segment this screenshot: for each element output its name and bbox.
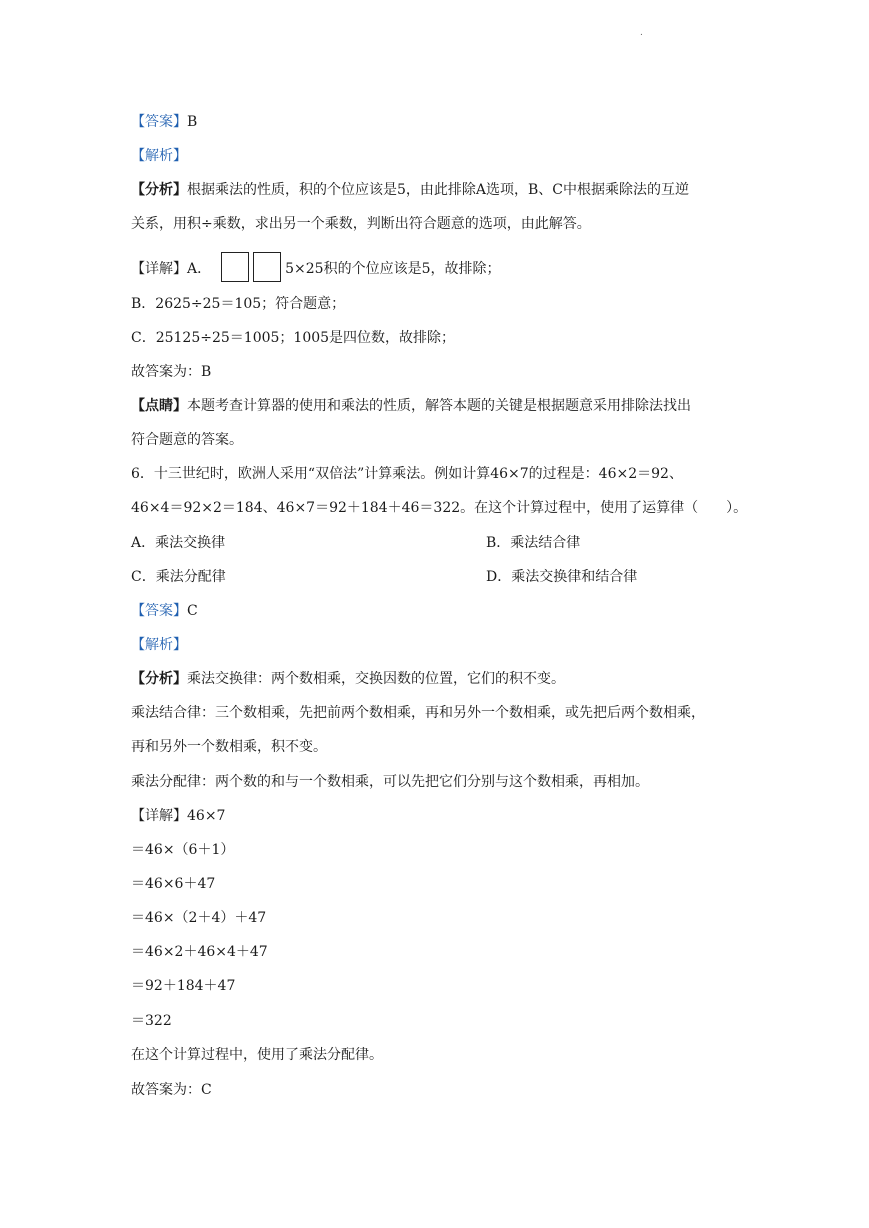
q6-answer-line	[131, 601, 198, 621]
q6-law2-line1: 乘法结合律：三个数相乘，先把前两个数相乘，再和另外一个数相乘，或先把后两个数相乘，	[131, 705, 705, 721]
answer-value: C	[187, 603, 198, 619]
blank-boxes	[221, 254, 285, 284]
q6-conclusion: 在这个计算过程中，使用了乘法分配律。	[131, 1047, 383, 1063]
q6-step: ＝46×6＋47	[131, 876, 216, 892]
answer-value: B	[187, 114, 198, 130]
q6-stem-line2: 46×4＝92×2＝184、46×7＝92＋184＋46＝322。在这个计算过程中，使用了运算律（ ）。	[131, 500, 748, 516]
fenxi-label: 【分析】	[131, 671, 187, 687]
analysis-label: 【解析】	[131, 637, 187, 653]
xiangjie-suffix: 5×25积的个位应该是5，故排除；	[285, 261, 501, 277]
q5-fenxi-line2: 关系，用积÷乘数，求出另一个乘数，判断出符合题意的选项，由此解答。	[131, 216, 591, 232]
q5-line-c: C．25125÷25＝1005；1005是四位数，故排除；	[131, 330, 456, 346]
q6-analysis-line	[131, 635, 187, 655]
xiangjie-prefix: A．	[187, 261, 212, 277]
q6-law3: 乘法分配律：两个数的和与一个数相乘，可以先把它们分别与这个数相乘，再相加。	[131, 774, 649, 790]
answer-label: 【答案】	[131, 603, 187, 619]
fenxi-text: 乘法交换律：两个数相乘，交换因数的位置，它们的积不变。	[187, 671, 565, 687]
q5-answer-line	[131, 112, 197, 132]
q5-final: 故答案为：B	[131, 364, 212, 380]
fenxi-label: 【分析】	[131, 182, 187, 198]
q6-step: ＝46×（2＋4）＋47	[131, 910, 267, 926]
option-text: 乘法结合律	[510, 535, 581, 551]
q5-analysis-line	[131, 146, 187, 166]
q6-fenxi-line1	[131, 669, 565, 689]
q6-final: 故答案为：C	[131, 1082, 212, 1098]
option-text: 乘法交换律	[155, 535, 226, 551]
q6-law2-line2: 再和另外一个数相乘，积不变。	[131, 739, 327, 755]
q6-step: ＝92＋184＋47	[131, 978, 236, 994]
option-text: 乘法交换律和结合律	[511, 569, 638, 585]
option-a	[131, 533, 225, 553]
step-text: 46×7	[187, 808, 226, 824]
option-b	[486, 533, 580, 553]
header-mark: .	[640, 28, 643, 38]
q5-xiangjie-line	[131, 254, 501, 277]
option-d	[486, 567, 637, 587]
q5-line-b: B．2625÷25＝105；符合题意；	[131, 296, 346, 312]
q6-step: ＝46×2＋46×4＋47	[131, 944, 268, 960]
fenxi-text: 根据乘法的性质，积的个位应该是5，由此排除A选项，B、C中根据乘除法的互逆	[187, 182, 690, 198]
q6-stem-line1: 6．十三世纪时，欧洲人采用“双倍法”计算乘法。例如计算46×7的过程是：46×2＝92、	[131, 466, 683, 482]
answer-label: 【答案】	[131, 114, 187, 130]
blank-box-2	[253, 252, 281, 282]
option-text: 乘法分配律	[155, 569, 226, 585]
option-label: A．	[131, 535, 156, 551]
dianjing-label: 【点睛】	[131, 398, 187, 414]
blank-box-1	[221, 252, 249, 282]
q6-step: ＝322	[131, 1013, 172, 1029]
dianjing-text: 本题考查计算器的使用和乘法的性质，解答本题的关键是根据题意采用排除法找出	[187, 398, 691, 414]
xiangjie-label: 【详解】	[131, 261, 187, 277]
q6-xiangjie-line	[131, 806, 225, 826]
option-c	[131, 567, 226, 587]
q5-fenxi-line1	[131, 180, 689, 200]
option-label: D．	[486, 569, 512, 585]
option-label: B．	[486, 535, 511, 551]
q5-dianjing-line2: 符合题意的答案。	[131, 432, 243, 448]
analysis-label: 【解析】	[131, 148, 187, 164]
q5-dianjing-line1	[131, 396, 691, 416]
option-label: C．	[131, 569, 156, 585]
xiangjie-label: 【详解】	[131, 808, 187, 824]
q6-step: ＝46×（6＋1）	[131, 842, 235, 858]
